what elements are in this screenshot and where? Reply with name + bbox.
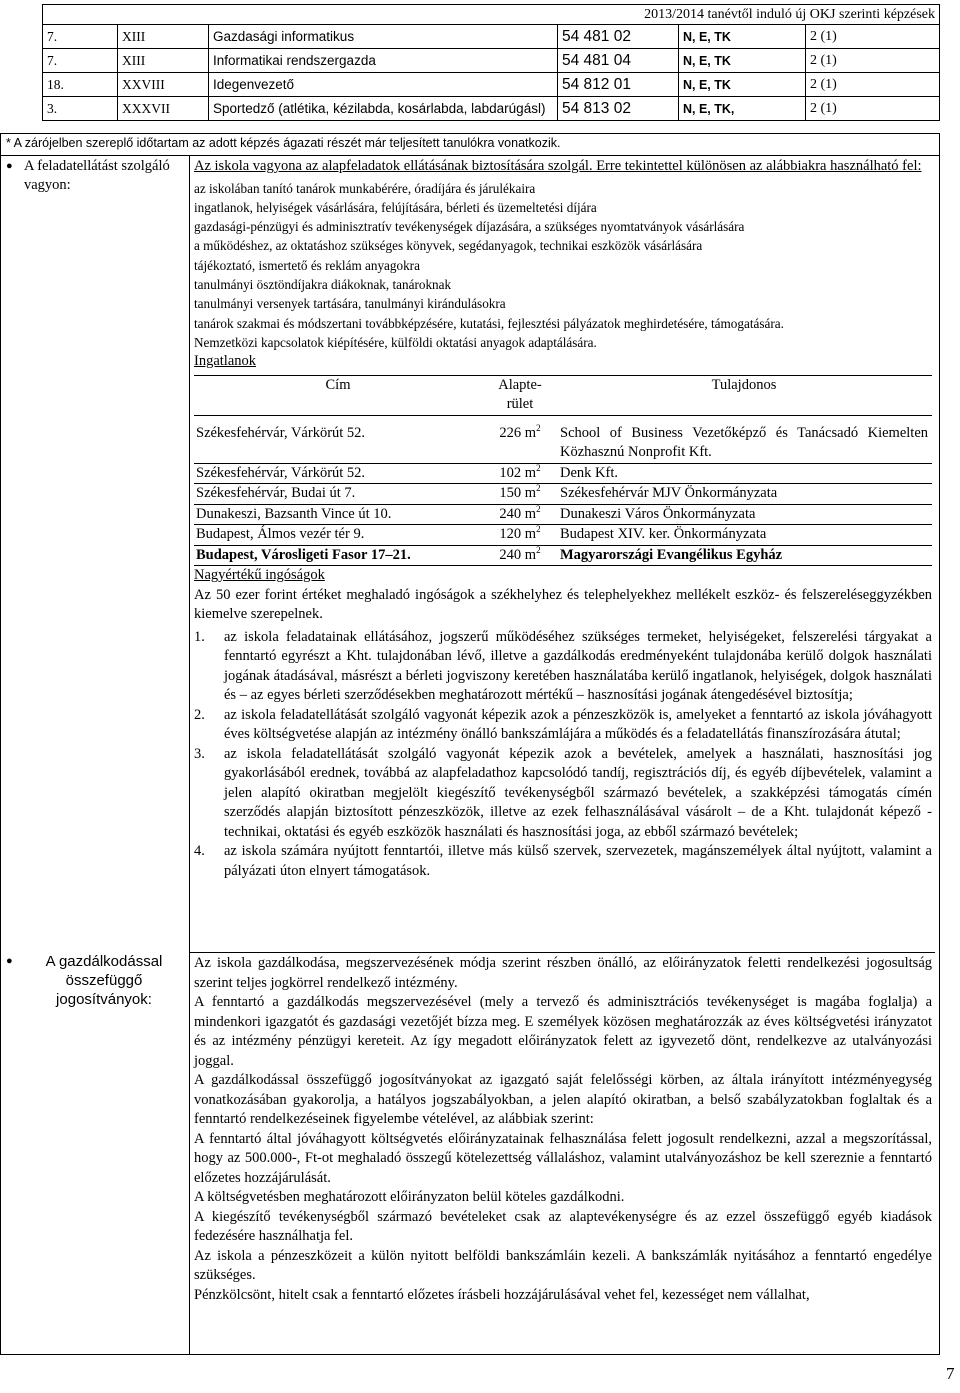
property-owner: Budapest XIV. ker. Önkormányzata xyxy=(556,525,932,546)
table-row xyxy=(194,484,932,505)
table-row xyxy=(194,545,932,566)
property-area xyxy=(484,463,556,484)
column-divider xyxy=(189,155,190,1355)
item-text: az iskola feladatellátását szolgáló vagyonát képezik azok a bevételek, amelyek a használati, hasznosítási jog gyakorlásából erednek, továbbá az alapfeladathoz kapcsolódó tandíj, regisztrációs díj, és egyéb díjbevételek, valamint a jelen alapító okiratban megjelölt kiegészítő tevékenységből származó bevételek, a szakképzési támogatás címén szerződés alapján biztosított pénzeszközök, illetve az ezek felhasználásával vásárolt – de a Kht. tulajdonát képező - technikai, oktatási és egyéb eszközök használati és hasznosítási joga, az ebből származó bevételek; xyxy=(224,745,932,840)
finance-paragraph: Pénzkölcsönt, hitelt csak a fenntartó előzetes írásbeli hozzájárulásával vehet fel, kezességet nem vállalhat, xyxy=(194,1286,810,1303)
finance-paragraph: Az iskola gazdálkodása, megszervezésének módja szerint részben önálló, az előirányzatok feletti rendelkezési jogosultság szerint teljes jogkörrel rendelkező intézmény. xyxy=(194,955,932,991)
table-row xyxy=(194,415,932,463)
valuables-text: Az 50 ezer forint értéket meghaladó ingóságok a székhelyhez és telephelyekhez mellékelt eszköz- és felszereléseggyzékben kiemelve szerepelnek. xyxy=(194,586,932,623)
table-row xyxy=(194,525,932,546)
realestate-heading xyxy=(194,352,932,372)
property-address: Székesfehérvár, Várkörút 52. xyxy=(194,415,484,463)
numbered-list xyxy=(194,628,932,882)
col-owner: Tulajdonos xyxy=(556,375,932,415)
item-number: 4. xyxy=(194,843,205,860)
courses-table xyxy=(42,4,940,121)
course-num: 7. xyxy=(43,49,118,73)
section-label-finance xyxy=(8,952,184,1009)
course-code: 54 481 04 xyxy=(558,49,679,73)
course-duration: 2 (1) xyxy=(806,73,940,97)
area-exp: 2 xyxy=(536,462,541,473)
bullet-icon: ● xyxy=(6,160,13,172)
area-value: 240 m xyxy=(499,505,537,522)
finance-paragraph: A fenntartó által jóváhagyott költségvetés előirányzatainak felhasználása felett jogosult rendelkezni, azzal a megszorítással, hogy az 500.000-, Ft-ot meghaladó összegű kötelezettség vállaláshoz, valamint utalványozáshoz be kell szereznie a fenntartó előzetes hozzájárulását. xyxy=(194,1130,932,1186)
property-table-header xyxy=(194,375,932,415)
property-area xyxy=(484,484,556,505)
area-value: 120 m xyxy=(499,526,537,543)
property-owner: Denk Kft. xyxy=(556,463,932,484)
divider-line xyxy=(0,133,1,156)
courses-table-header: 2013/2014 tanévtől induló új OKJ szerinti képzések xyxy=(43,5,940,25)
course-duration: 2 (1) xyxy=(806,49,940,73)
property-address: Székesfehérvár, Várkörút 52. xyxy=(194,463,484,484)
finance-paragraph: A költségvetésben meghatározott előirányzaton belül köteles gazdálkodni. xyxy=(194,1189,625,1205)
finance-paragraph: A fenntartó a gazdálkodás megszervezésével (mely a tervező és adminisztrációs tevékenységet is magába foglalja) a mindenkori igazgatót és gazdasági vezetőjét bízza meg. E személyek közösen meghatározzák az éves költségvetési irányzatot és az intézmény pénzügyi kereteit. Az így megadott előirányzatok felett az igyvezető dönt, rendelkezve az utalványozási joggal. xyxy=(194,994,932,1069)
courses-table-header-row xyxy=(43,5,940,25)
course-lang: N, E, TK xyxy=(679,73,806,97)
property-owner: Dunakeszi Város Önkormányzata xyxy=(556,504,932,525)
area-value: 150 m xyxy=(499,485,537,502)
course-duration: 2 (1) xyxy=(806,25,940,49)
list-item xyxy=(194,842,932,881)
finance-section xyxy=(194,954,932,1305)
property-owner: School of Business Vezetőképző és Tanácsadó Kiemelten Közhasznú Nonprofit Kft. xyxy=(556,415,932,463)
realestate-heading-text: Ingatlanok xyxy=(194,353,257,370)
course-num: 18. xyxy=(43,73,118,97)
item-text: az iskola feladatellátását szolgáló vagyonát képezik azok a pénzeszközök is, amelyeket a fenntartó az iskola jóváhagyott éves költségvetése alapján az intézmény önálló bankszámlájára a működés és a feladatellátás finanszírozására átutal; xyxy=(224,706,932,743)
course-name: Idegenvezető xyxy=(209,73,558,97)
page-number: 7 xyxy=(946,1364,955,1383)
course-sector: XIII xyxy=(118,49,209,73)
list-item: tájékoztató, ismertető és reklám anyagokra xyxy=(194,257,420,273)
item-text: az iskola számára nyújtott fenntartói, illetve más külső szervek, szervezetek, magánszemélyek által nyújtott, valamint a pályázati úton elnyert támogatások. xyxy=(224,843,932,879)
finance-paragraph: A gazdálkodással összefüggő jogosítványokat az igazgató saját felelősségi körben, az általa irányított intézményegység vonatkozásában gyakorolja, a hatályos jogszabályokban, a jelen alapító okiratban, a belső szabályzatokban foglaltak és a fenntartó rendelkezéseinek figyelembe vételével, az alábbiak szerint: xyxy=(194,1072,932,1127)
area-exp: 2 xyxy=(536,503,541,514)
list-item: tanulmányi ösztöndíjakra diákoknak, tanároknak xyxy=(194,276,452,292)
section-divider xyxy=(189,952,935,953)
assets-intro xyxy=(194,157,932,177)
table-row xyxy=(194,463,932,484)
valuables-heading xyxy=(194,566,932,586)
divider-line xyxy=(939,133,940,156)
list-item xyxy=(194,628,932,706)
course-num: 3. xyxy=(43,97,118,121)
list-item xyxy=(194,745,932,843)
list-item: gazdasági-pénzügyi és adminisztratív tevékenységek díjazására, a szükséges nyomtatványok vásárlására xyxy=(194,219,745,235)
bullet-icon: ● xyxy=(6,955,13,967)
property-area xyxy=(484,415,556,463)
course-code: 54 481 02 xyxy=(558,25,679,49)
list-item xyxy=(194,706,932,745)
valuables-heading-text: Nagyértékű ingóságok xyxy=(194,567,325,584)
list-item: ingatlanok, helyiségek vásárlására, felújítására, bérleti és üzemeltetési díjára xyxy=(194,199,597,215)
course-code: 54 813 02 xyxy=(558,97,679,121)
course-sector: XXVIII xyxy=(118,73,209,97)
table-row xyxy=(43,97,940,121)
course-lang: N, E, TK, xyxy=(679,97,806,121)
course-sector: XXXVII xyxy=(118,97,209,121)
course-name: Gazdasági informatikus xyxy=(209,25,558,49)
item-number: 1. xyxy=(194,628,205,645)
property-address: Budapest, Álmos vezér tér 9. xyxy=(194,525,484,546)
course-code: 54 812 01 xyxy=(558,73,679,97)
property-owner: Magyarországi Evangélikus Egyház xyxy=(556,545,932,566)
area-value: 226 m xyxy=(499,424,537,441)
area-value: 240 m xyxy=(499,546,537,563)
property-address: Székesfehérvár, Budai út 7. xyxy=(194,484,484,505)
list-item: az iskolában tanító tanárok munkabérére, óradíjára és járulékaira xyxy=(194,180,536,196)
property-area xyxy=(484,504,556,525)
area-exp: 2 xyxy=(536,524,541,535)
col-address: Cím xyxy=(194,375,484,415)
divider-line xyxy=(0,133,940,134)
property-owner: Székesfehérvár MJV Önkormányzata xyxy=(556,484,932,505)
table-note: * A zárójelben szereplő időtartam az adott képzés ágazati részét már teljesített tanulókra vonatkozik. xyxy=(6,136,561,150)
col-area: Alapte-rület xyxy=(484,375,556,415)
uses-list xyxy=(194,179,932,353)
property-area xyxy=(484,545,556,566)
item-number: 2. xyxy=(194,706,205,723)
list-item: Nemzetközi kapcsolatok kiépítésére, külföldi oktatási anyagok adaptálására. xyxy=(194,334,597,350)
area-value: 102 m xyxy=(499,464,537,481)
property-table xyxy=(194,375,932,567)
course-name: Sportedző (atlétika, kézilabda, kosárlabda, labdarúgásl) xyxy=(209,97,558,121)
finance-paragraph: Az iskola a pénzeszközeit a külön nyitott belföldi bankszámláin kezeli. A bankszámlák nyitásához a fenntartó engedélye szükséges. xyxy=(194,1247,932,1283)
area-exp: 2 xyxy=(536,483,541,494)
item-text: az iskola feladatainak ellátásához, jogszerű működéséhez szükséges termeket, helyiségeket, felszerelési tárgyakat a fenntartó egyrészt a Kht. tulajdonában lévő, illetve a gazdálkodás eredményeként tulajdonába kerülő dolgok használati jogának átadásával, másrészt a bérleti jogviszony keretében használatába kerülő ingatlanok, helyiségek, dolgok használati és – az egyes bérleti szerződésekben meghatározott mértékű – hasznosítási jogának átengedésével biztosítja; xyxy=(224,628,932,704)
item-number: 3. xyxy=(194,745,205,762)
section-label-assets xyxy=(8,157,184,195)
property-area xyxy=(484,525,556,546)
course-duration: 2 (1) xyxy=(806,97,940,121)
course-lang: N, E, TK xyxy=(679,49,806,73)
list-item: tanulmányi versenyek tartására, tanulmányi kirándulásokra xyxy=(194,296,506,312)
table-row xyxy=(43,49,940,73)
table-row xyxy=(194,504,932,525)
assets-intro-text: Az iskola vagyona az alapfeladatok ellátásának biztosítására szolgál. Erre tekintettel különösen az alábbiakra használható fel: xyxy=(194,158,922,174)
course-sector: XIII xyxy=(118,25,209,49)
property-address: Budapest, Városligeti Fasor 17–21. xyxy=(194,545,484,566)
assets-label: A feladatellátást szolgáló vagyon: xyxy=(24,158,170,193)
table-row xyxy=(43,25,940,49)
list-item: tanárok szakmai és módszertani továbbképzésére, kutatási, fejlesztési pályázatok meghirdetésére, támogatására. xyxy=(194,315,784,331)
list-item: a működéshez, az oktatáshoz szükséges könyvek, segédanyagok, technikai eszközök vásárlására xyxy=(194,238,703,254)
area-exp: 2 xyxy=(536,422,541,433)
course-num: 7. xyxy=(43,25,118,49)
finance-paragraph: A kiegészítő tevékenységből származó bevételeket csak az alaptevékenységre és az ezzel összefüggő egyéb kiadások fedezésére használhatja fel. xyxy=(194,1208,932,1244)
table-row xyxy=(43,73,940,97)
course-lang: N, E, TK xyxy=(679,25,806,49)
course-name: Informatikai rendszergazda xyxy=(209,49,558,73)
finance-label: A gazdálkodással összefüggő jogosítványok: xyxy=(45,953,163,1008)
area-exp: 2 xyxy=(536,544,541,555)
property-address: Dunakeszi, Bazsanth Vince út 10. xyxy=(194,504,484,525)
content-column xyxy=(194,157,932,1303)
